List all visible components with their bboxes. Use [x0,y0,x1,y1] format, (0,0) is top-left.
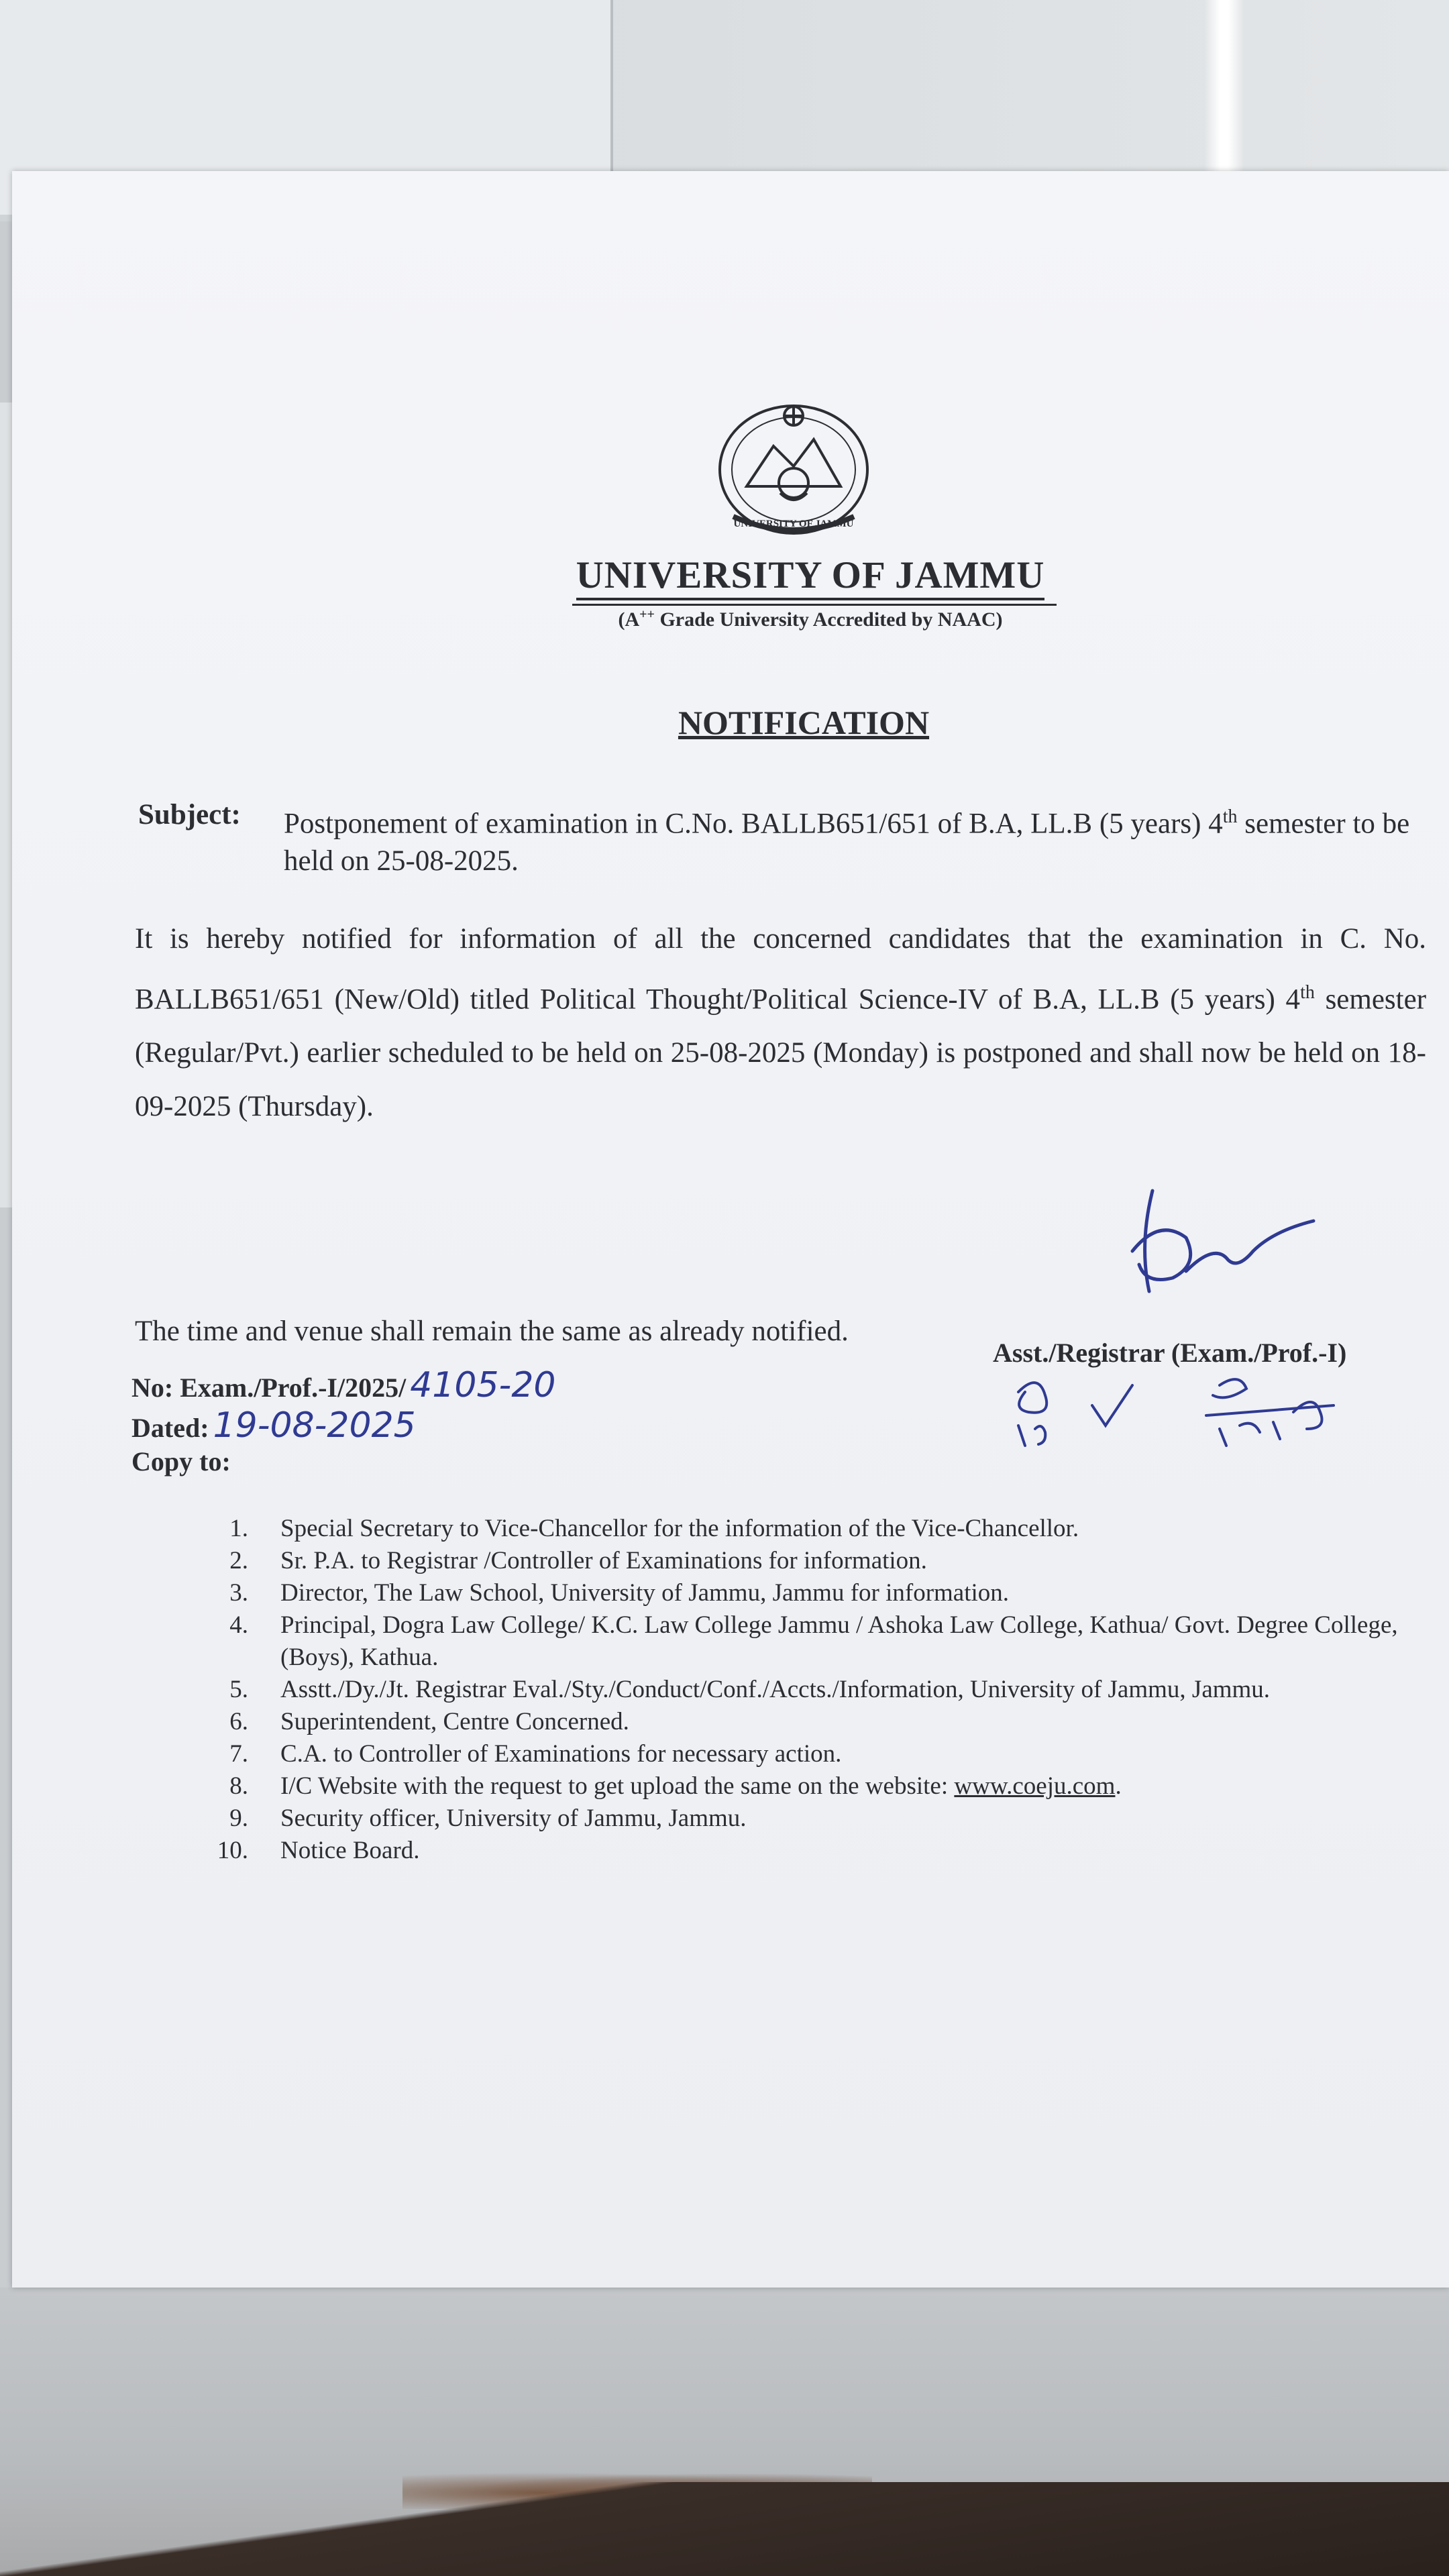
signatory-title: Asst./Registrar (Exam./Prof.-I) [993,1338,1347,1368]
list-item: 9. Security officer, University of Jammu, Jammu. [229,1805,747,1832]
notice-body-venue: The time and venue shall remain the same as already notified. [135,1316,849,1347]
subject-text: Postponement of examination in C.No. BALLB651/651 of B.A, LL.B (5 years) 4th semester to be held on 25-08-2025. [284,806,1410,877]
notification-heading: NOTIFICATION [678,704,930,741]
list-item: 2. Sr. P.A. to Registrar /Controller of Examinations for information. [229,1547,927,1574]
date-line: Dated: 19-08-2025 [131,1405,416,1446]
copy-to-list [201,1513,1449,1867]
list-item: 1. Special Secretary to Vice-Chancellor for the information of the Vice-Chancellor. [229,1515,1079,1542]
list-item: 5. Asstt./Dy./Jt. Registrar Eval./Sty./Conduct/Conf./Accts./Information, University of Jammu, Jammu. [229,1676,1271,1703]
notice-body: It is hereby notified for information of all the concerned candidates that the examination in C. No. BALLB651/651 (New/Old) titled Political Thought/Political Science-IV of B.A, LL.B (5 years) 4th semester (Regular/Pvt.) earlier scheduled to be held on 25-08-2025 (Monday) is postponed and shall now be held on 18-09-2025 (Thursday). [135,923,1427,1123]
background-frame-edge [0,2482,1449,2576]
website-link[interactable]: www.coeju.com [954,1772,1116,1800]
list-item: 4. Principal, Dogra Law College/ K.C. Law College Jammu / Ashoka Law College, Kathua/ Govt. Degree College, (Boys), Kathua. [229,1611,1398,1671]
list-item: 7. C.A. to Controller of Examinations for necessary action. [229,1740,842,1768]
accreditation-line: (A++ Grade University Accredited by NAAC) [618,607,1003,631]
title-underline [572,604,1057,606]
university-emblem-icon [706,392,881,543]
copy-to-label: Copy to: [131,1446,231,1477]
notice-sheet [12,171,1449,2288]
subject-label: Subject: [138,799,241,830]
list-item: 3. Director, The Law School, University of Jammu, Jammu for information. [229,1579,1010,1607]
university-title: UNIVERSITY OF JAMMU [562,553,1059,597]
reference-number-handwritten: 4105-20 [410,1365,556,1405]
list-item: 10. Notice Board. [217,1837,420,1864]
svg-text:UNIVERSITY OF JAMMU: UNIVERSITY OF JAMMU [733,519,854,529]
list-item: 6. Superintendent, Centre Concerned. [229,1708,629,1735]
date-handwritten: 19-08-2025 [213,1405,416,1446]
signature-icon [1112,1177,1327,1311]
list-item: 8. I/C Website with the request to get upload the same on the website: www.coeju.com. [229,1772,1122,1800]
reference-number: No: Exam./Prof.-I/2025/ 4105-20 [131,1365,556,1405]
handwritten-initials-icon [998,1365,1374,1459]
